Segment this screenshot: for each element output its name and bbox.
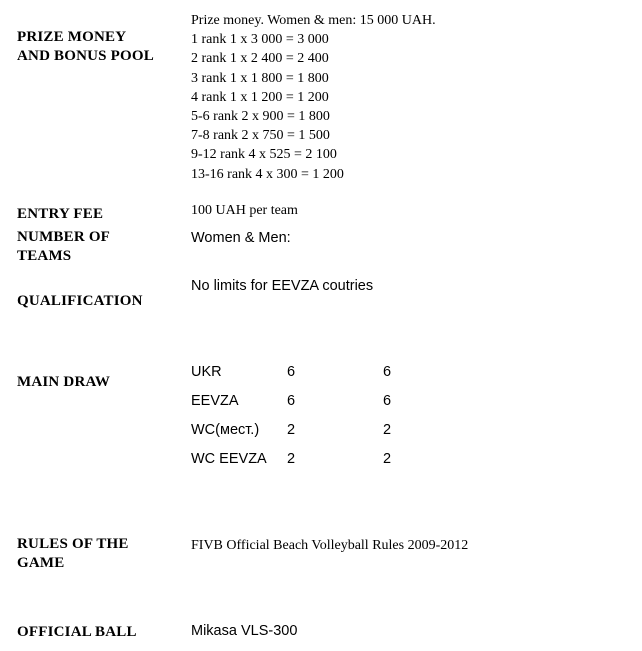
label-qualification: QUALIFICATION: [17, 293, 143, 309]
main-draw-row: [191, 422, 451, 442]
label-prize-money: [17, 28, 154, 66]
main-draw-men: 2: [383, 451, 392, 467]
main-draw-row: [191, 451, 451, 471]
label-prize-money-line2: AND BONUS POOL: [17, 48, 154, 64]
main-draw-men: 2: [383, 422, 392, 438]
label-rules-line1: RULES OF THE: [17, 536, 129, 552]
main-draw-table: [191, 364, 451, 484]
main-draw-row: [191, 393, 451, 413]
label-rules-line2: GAME: [17, 555, 65, 571]
main-draw-name: UKR: [191, 364, 222, 380]
label-official-ball: OFFICIAL BALL: [17, 624, 137, 640]
prize-money-block: [191, 11, 436, 184]
main-draw-men: 6: [383, 364, 392, 380]
rules-value: FIVB Official Beach Volleyball Rules 2009-2012: [191, 538, 469, 553]
main-draw-name: WC EEVZA: [191, 451, 267, 467]
entry-fee-value: 100 UAH per team: [191, 203, 298, 218]
label-main-draw: MAIN DRAW: [17, 374, 111, 390]
label-number-of-teams: [17, 228, 110, 266]
official-ball-value: Mikasa VLS-300: [191, 623, 298, 639]
label-prize-money-line1: PRIZE MONEY: [17, 29, 127, 45]
main-draw-row: [191, 364, 451, 384]
prize-line: 7-8 rank 2 x 750 = 1 500: [191, 128, 330, 144]
prize-header: Prize money. Women & men: 15 000 UAH.: [191, 13, 436, 28]
label-number-of-teams-line1: NUMBER OF: [17, 229, 111, 245]
main-draw-women: 2: [287, 422, 296, 438]
main-draw-name: EEVZA: [191, 393, 239, 409]
main-draw-women: 6: [287, 364, 296, 380]
prize-line: 5-6 rank 2 x 900 = 1 800: [191, 108, 330, 124]
label-number-of-teams-line2: TEAMS: [17, 248, 72, 264]
prize-line: 13-16 rank 4 x 300 = 1 200: [191, 166, 344, 182]
prize-line: 9-12 rank 4 x 525 = 2 100: [191, 147, 337, 163]
main-draw-women: 2: [287, 451, 296, 467]
main-draw-name: WC(мест.): [191, 422, 260, 438]
prize-line: 2 rank 1 x 2 400 = 2 400: [191, 51, 329, 67]
qualification-value: No limits for EEVZA coutries: [191, 278, 374, 294]
main-draw-women: 6: [287, 393, 296, 409]
prize-line: 1 rank 1 x 3 000 = 3 000: [191, 32, 329, 48]
main-draw-men: 6: [383, 393, 392, 409]
prize-line: 4 rank 1 x 1 200 = 1 200: [191, 89, 329, 105]
label-rules: [17, 535, 129, 573]
number-of-teams-value: Women & Men:: [191, 230, 291, 246]
label-entry-fee: ENTRY FEE: [17, 206, 104, 222]
prize-line: 3 rank 1 x 1 800 = 1 800: [191, 70, 329, 86]
